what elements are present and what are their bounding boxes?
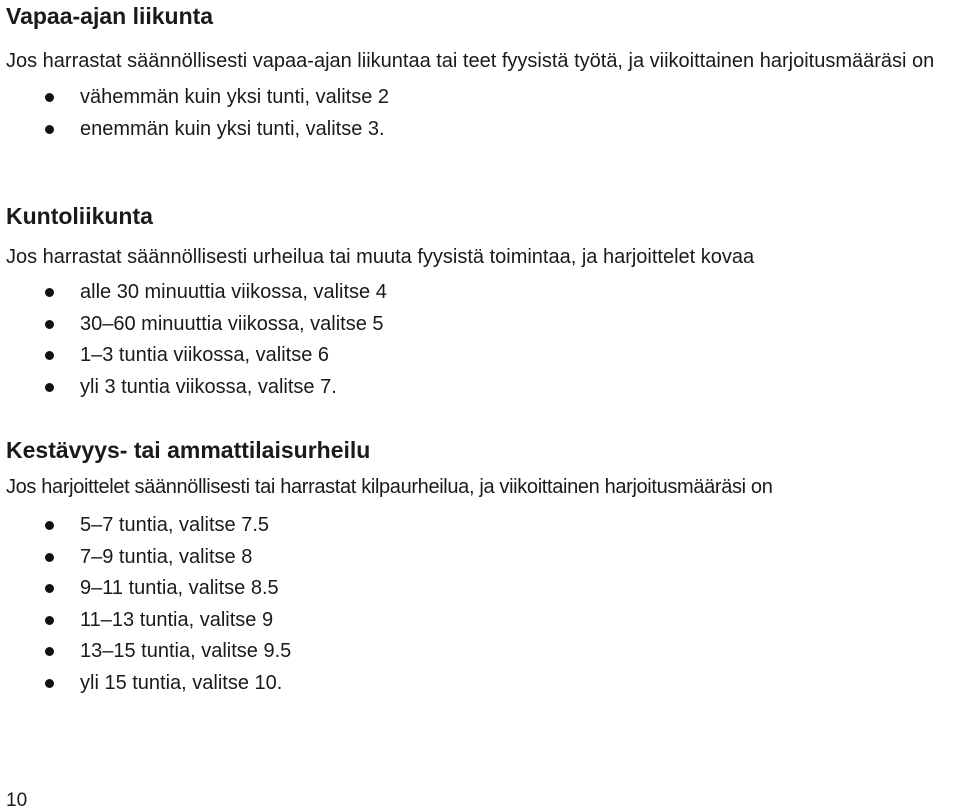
option-text: yli 3 tuntia viikossa, valitse 7. — [80, 375, 337, 398]
option-item — [6, 636, 954, 668]
option-text: 13–15 tuntia, valitse 9.5 — [80, 640, 292, 662]
option-text: 1–3 tuntia viikossa, valitse 6 — [80, 344, 330, 366]
option-item — [6, 114, 946, 146]
bullet-icon — [45, 616, 54, 625]
option-list — [6, 510, 954, 699]
bullet-icon — [45, 93, 54, 102]
bullet-icon — [45, 679, 54, 688]
option-text: yli 15 tuntia, valitse 10. — [80, 671, 283, 694]
section-title: Kuntoliikunta — [6, 203, 153, 229]
bullet-icon — [45, 647, 54, 656]
bullet-icon — [45, 288, 54, 297]
option-text: alle 30 minuuttia viikossa, valitse 4 — [80, 281, 387, 303]
option-text: 30–60 minuuttia viikossa, valitse 5 — [80, 312, 384, 335]
bullet-icon — [45, 521, 54, 530]
option-text: 5–7 tuntia, valitse 7.5 — [80, 514, 270, 536]
option-text: 7–9 tuntia, valitse 8 — [80, 545, 253, 568]
option-text: 9–11 tuntia, valitse 8.5 — [80, 577, 279, 599]
bullet-icon — [45, 553, 54, 562]
option-item — [6, 668, 954, 700]
option-item — [6, 340, 754, 372]
option-item — [6, 510, 954, 542]
option-item — [6, 309, 754, 341]
bullet-icon — [45, 584, 54, 593]
bullet-icon — [45, 383, 54, 392]
section-intro: Jos harjoittelet säännöllisesti tai harrastat kilpaurheilua, ja viikoittainen harjoitusmääräsi on — [6, 476, 773, 498]
option-item — [6, 573, 954, 605]
section-title: Vapaa-ajan liikunta — [6, 3, 214, 29]
section-intro: Jos harrastat säännöllisesti urheilua tai muuta fyysistä toimintaa, ja harjoittelet kovaa — [6, 246, 755, 268]
bullet-icon — [45, 125, 54, 134]
option-item — [6, 605, 954, 637]
section-title: Kestävyys- tai ammattilaisurheilu — [6, 437, 371, 463]
option-text: enemmän kuin yksi tunti, valitse 3. — [80, 117, 385, 140]
page-number: 10 — [6, 790, 28, 811]
option-item — [6, 82, 946, 114]
option-list — [6, 277, 754, 403]
bullet-icon — [45, 351, 54, 360]
option-list — [6, 82, 946, 145]
option-text: 11–13 tuntia, valitse 9 — [80, 608, 274, 631]
option-item — [6, 372, 754, 404]
bullet-icon — [45, 320, 54, 329]
option-text: vähemmän kuin yksi tunti, valitse 2 — [80, 86, 390, 108]
section-kuntoliikunta — [6, 202, 754, 403]
option-item — [6, 277, 754, 309]
section-kestavyys-urheilu — [6, 436, 954, 699]
option-item — [6, 542, 954, 574]
section-vapaa-ajan-liikunta — [6, 2, 946, 145]
section-intro: Jos harrastat säännöllisesti vapaa-ajan liikuntaa tai teet fyysistä työtä, ja viikoittainen harjoitusmääräsi on — [6, 50, 935, 72]
